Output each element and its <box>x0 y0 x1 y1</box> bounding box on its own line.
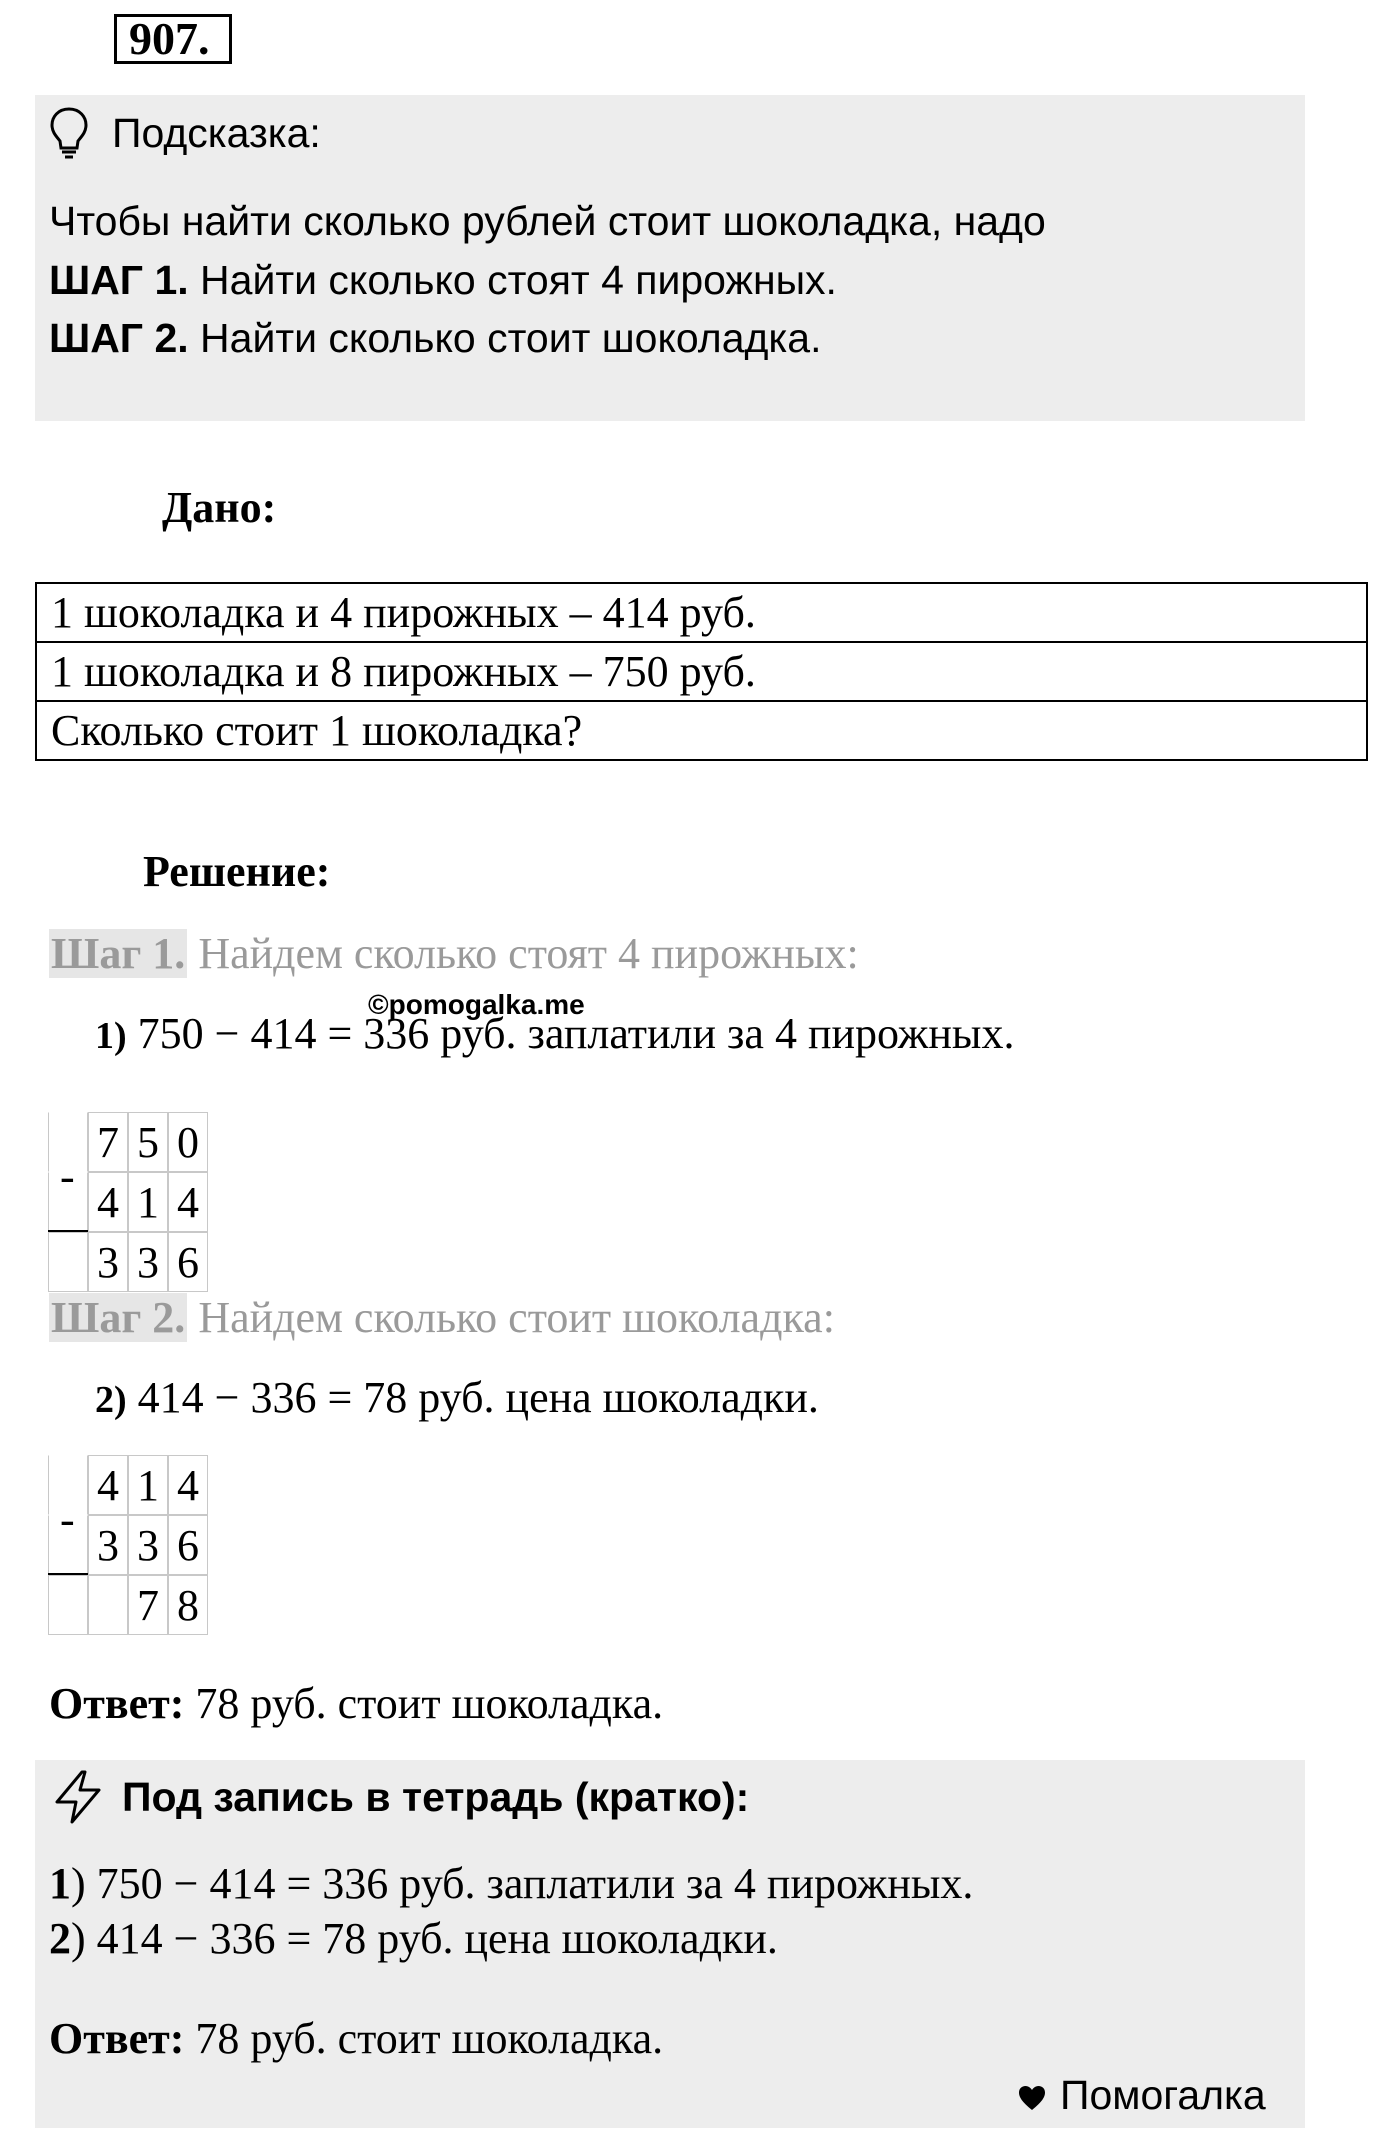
calculation-2: 2) 414 − 336 = 78 руб. цена шоколадки. <box>95 1373 819 1422</box>
solution-step-2: Шаг 2. Найдем сколько стоит шоколадка: <box>51 1293 835 1342</box>
digit-cell: 4 <box>88 1455 128 1515</box>
given-cell: Сколько стоит 1 шоколадка? <box>36 701 1367 760</box>
digit-cell: 3 <box>128 1515 168 1575</box>
column-subtraction-2 <box>48 1455 213 1635</box>
digit-cell: 3 <box>88 1515 128 1575</box>
minus-sign: - <box>60 1495 75 1544</box>
minus-sign: - <box>60 1152 75 1201</box>
digit-cell: 1 <box>128 1455 168 1515</box>
hint-step-1: ШАГ 1. Найти сколько стоят 4 пирожных. <box>49 257 837 303</box>
answer: Ответ: 78 руб. стоит шоколадка. <box>49 1679 664 1728</box>
lightbulb-icon <box>47 106 91 160</box>
digit-cell: 3 <box>128 1232 168 1292</box>
digit-cell <box>88 1575 128 1635</box>
digit-cell: 0 <box>168 1112 208 1172</box>
solution-step-1: Шаг 1. Найдем сколько стоят 4 пирожных: <box>51 929 859 978</box>
hint-intro: Чтобы найти сколько рублей стоит шоколадка, надо <box>49 198 1046 244</box>
digit-cell: 5 <box>128 1112 168 1172</box>
digit-cell: 7 <box>88 1112 128 1172</box>
hint-title: Подсказка: <box>112 110 321 156</box>
notebook-line-1: 1) 750 − 414 = 336 руб. заплатили за 4 пирожных. <box>49 1859 974 1908</box>
given-row <box>36 642 1367 701</box>
step-label: Шаг 2. <box>51 1293 186 1342</box>
watermark: ©pomogalka.me <box>368 989 585 1020</box>
solution-title: Решение: <box>143 847 331 896</box>
digit-cell: 7 <box>128 1575 168 1635</box>
brand: Помогалка <box>1018 2072 1266 2119</box>
given-row <box>36 701 1367 760</box>
task-number: 907. <box>114 14 232 64</box>
given-table <box>35 582 1368 761</box>
grid-cell <box>48 1232 88 1292</box>
digit-cell: 4 <box>168 1172 208 1232</box>
notebook-answer: Ответ: 78 руб. стоит шоколадка. <box>49 2014 664 2063</box>
notebook-title: Под запись в тетрадь (кратко): <box>122 1774 750 1820</box>
digit-cell: 6 <box>168 1232 208 1292</box>
digit-cell: 4 <box>168 1455 208 1515</box>
lightning-bolt-icon <box>49 1768 107 1826</box>
column-subtraction-1 <box>48 1112 213 1292</box>
subtraction-line <box>48 1573 88 1575</box>
digit-cell: 6 <box>168 1515 208 1575</box>
subtraction-line <box>48 1230 88 1232</box>
given-cell: 1 шоколадка и 4 пирожных – 414 руб. <box>36 583 1367 642</box>
notebook-line-2: 2) 414 − 336 = 78 руб. цена шоколадки. <box>49 1914 778 1963</box>
grid-cell <box>48 1575 88 1635</box>
digit-cell: 8 <box>168 1575 208 1635</box>
step-label: Шаг 1. <box>51 929 186 978</box>
given-title: Дано: <box>162 483 277 532</box>
digit-cell: 3 <box>88 1232 128 1292</box>
digit-cell: 4 <box>88 1172 128 1232</box>
hint-step-2: ШАГ 2. Найти сколько стоит шоколадка. <box>49 315 822 361</box>
calculation-1: 1) 750 − 414 = 336 руб. заплатили за 4 пирожных. <box>95 1009 1015 1058</box>
heart-icon <box>1018 2085 1046 2111</box>
digit-cell: 1 <box>128 1172 168 1232</box>
given-row <box>36 583 1367 642</box>
given-cell: 1 шоколадка и 8 пирожных – 750 руб. <box>36 642 1367 701</box>
